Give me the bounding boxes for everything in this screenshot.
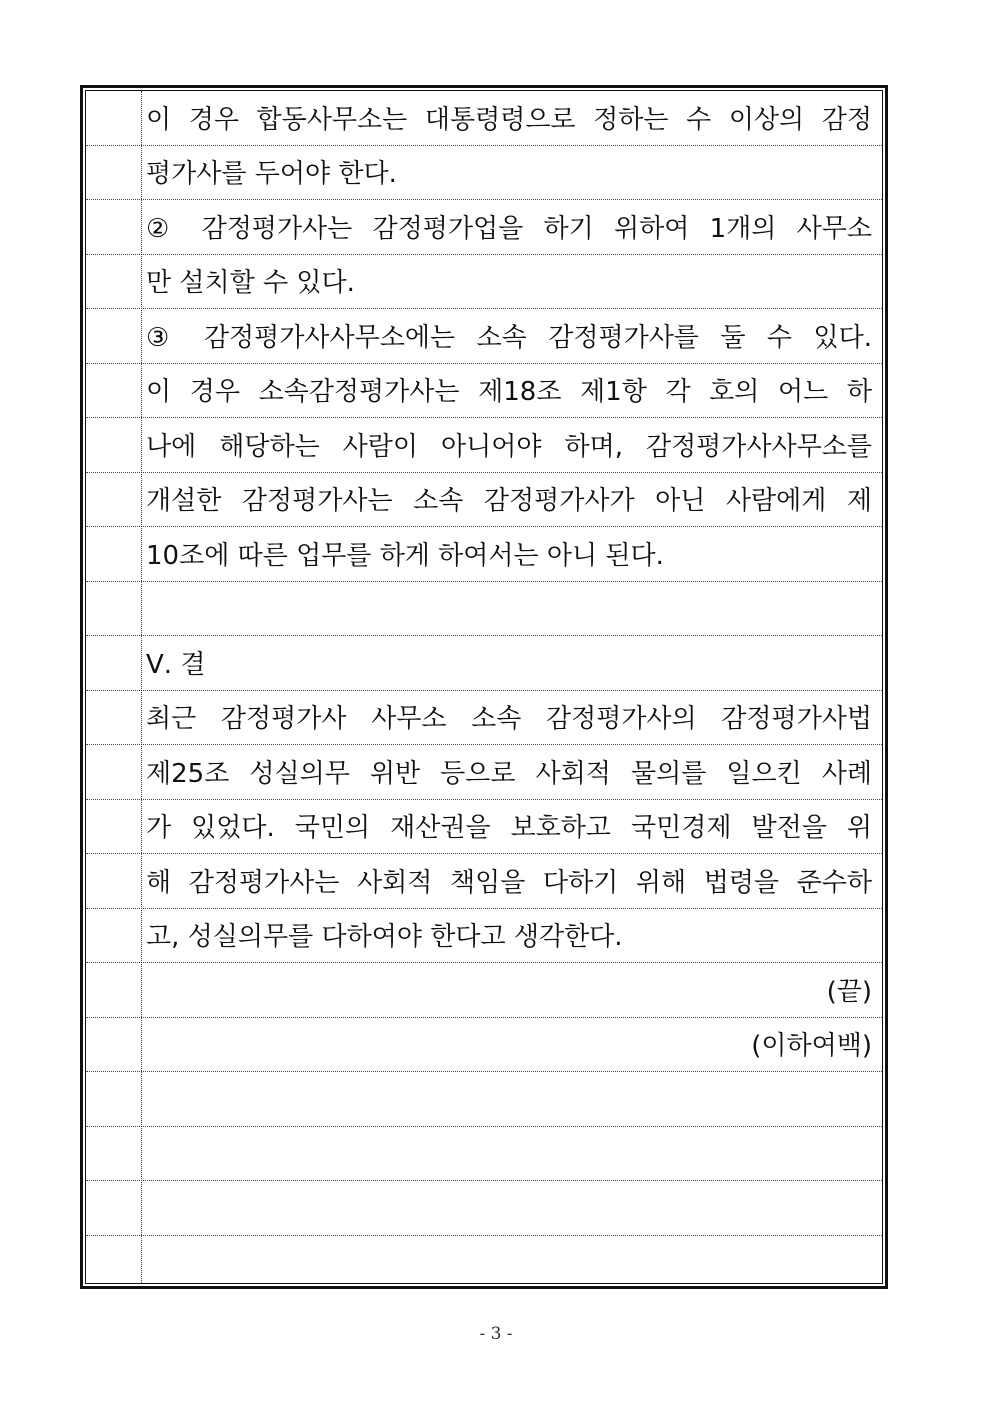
line-text: 개설한 감정평가사는 소속 감정평가사가 아닌 사람에게 제 xyxy=(146,486,872,516)
line-text: 이 경우 소속감정평가사는 제18조 제1항 각 호의 어느 하 xyxy=(146,377,872,407)
line-text: 고, 성실의무를 다하여야 한다고 생각한다. xyxy=(146,922,623,952)
ruled-line xyxy=(86,854,882,909)
line-text: 제25조 성실의무 위반 등으로 사회적 물의를 일으킨 사례 xyxy=(146,758,872,789)
line-text: 해 감정평가사는 사회적 책임을 다하기 위해 법령을 준수하 xyxy=(146,867,872,898)
line-text: (이하여백) xyxy=(751,1031,872,1061)
ruled-line xyxy=(86,636,882,691)
ruled-line xyxy=(86,909,882,964)
line-text: Ⅴ. 결 xyxy=(146,649,206,680)
ruled-line xyxy=(86,473,882,528)
ruled-line xyxy=(86,418,882,473)
line-text: (끝) xyxy=(826,976,872,1007)
ruled-line xyxy=(86,745,882,800)
ruled-line xyxy=(86,1072,882,1127)
ruled-line xyxy=(86,691,882,746)
ruled-line xyxy=(86,200,882,255)
line-text: 10조에 따른 업무를 하게 하여서는 아니 된다. xyxy=(146,540,664,571)
ruled-line xyxy=(86,364,882,419)
line-text: 만 설치할 수 있다. xyxy=(146,268,355,298)
ruled-line xyxy=(86,800,882,855)
ruled-line xyxy=(86,91,882,146)
line-text: ③ 감정평가사사무소에는 소속 감정평가사를 둘 수 있다. xyxy=(146,322,872,353)
ruled-line xyxy=(86,1181,882,1236)
line-text: 평가사를 두어야 한다. xyxy=(146,159,397,189)
line-text: 이 경우 합동사무소는 대통령령으로 정하는 수 이상의 감정 xyxy=(146,104,872,135)
ruled-lines xyxy=(86,91,882,1290)
ruled-line xyxy=(86,255,882,310)
ruled-line xyxy=(86,309,882,364)
answer-sheet-frame xyxy=(80,85,888,1289)
ruled-line xyxy=(86,146,882,201)
ruled-line xyxy=(86,1236,882,1291)
ruled-line xyxy=(86,1018,882,1073)
ruled-line xyxy=(86,527,882,582)
answer-sheet-inner-border xyxy=(85,90,883,1284)
line-text: 가 있었다. 국민의 재산권을 보호하고 국민경제 발전을 위 xyxy=(146,813,872,843)
ruled-line xyxy=(86,1127,882,1182)
ruled-line xyxy=(86,582,882,637)
line-text: 나에 해당하는 사람이 아니어야 하며, 감정평가사사무소를 xyxy=(146,431,872,462)
page-number: - 3 - xyxy=(479,1324,513,1344)
line-text: ② 감정평가사는 감정평가업을 하기 위하여 1개의 사무소 xyxy=(146,213,872,244)
ruled-line xyxy=(86,963,882,1018)
line-text: 최근 감정평가사 사무소 소속 감정평가사의 감정평가사법 xyxy=(146,704,872,734)
